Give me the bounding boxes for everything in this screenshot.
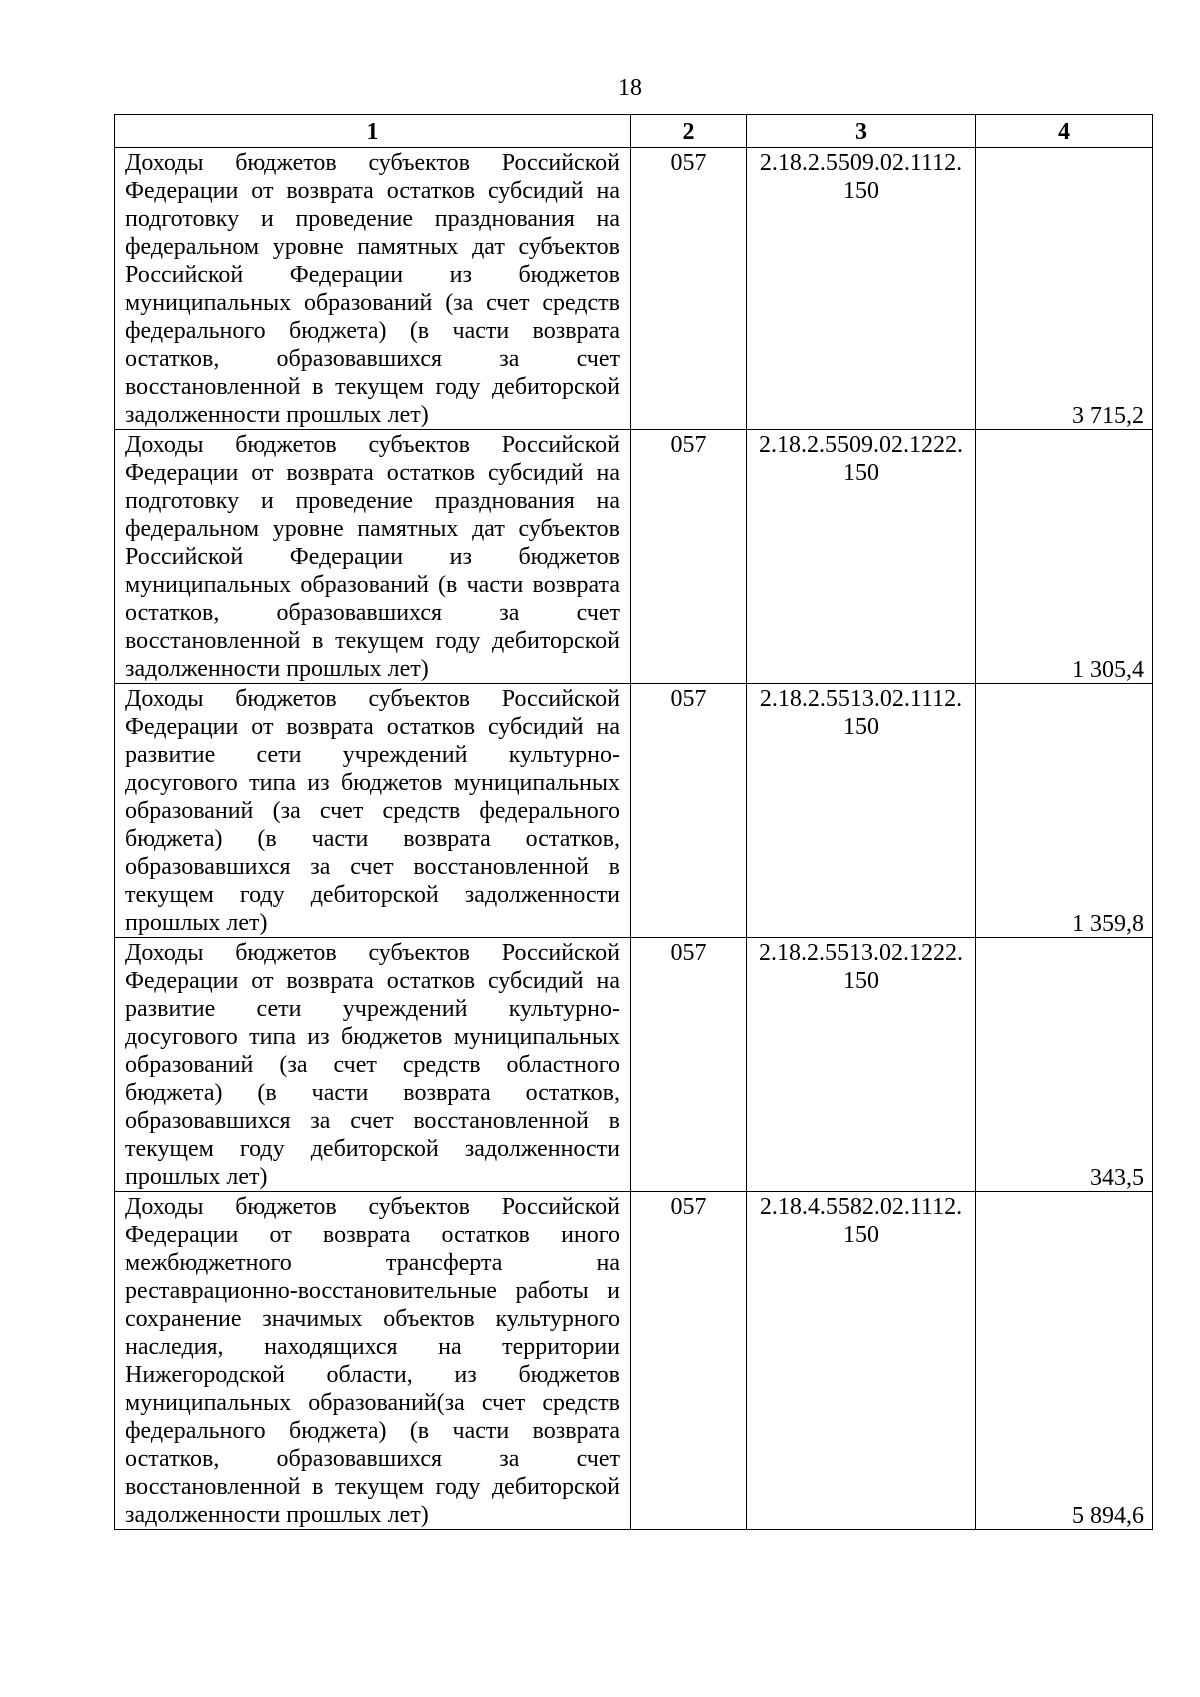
amount: 5 894,6 — [976, 1192, 1153, 1530]
table-row — [115, 148, 1153, 430]
table-header-row — [115, 115, 1153, 148]
table-row — [115, 938, 1153, 1192]
column-header-1: 1 — [115, 115, 631, 148]
column-header-2: 2 — [631, 115, 747, 148]
table-row — [115, 1192, 1153, 1530]
amount: 1 305,4 — [976, 430, 1153, 684]
amount: 3 715,2 — [976, 148, 1153, 430]
column-header-4: 4 — [976, 115, 1153, 148]
admin-code: 057 — [631, 148, 747, 430]
budget-classification-code: 2.18.2.5509.02.1112. 150 — [747, 148, 976, 430]
revenue-description: Доходы бюджетов субъектов Российской Федерации от возврата остатков субсидий на развитие сети учреждений культурно-досугового типа из бюджетов муниципальных образований (за счет средств федерального бюджета) (в части возврата остатков, образовавшихся за счет восстановленной в текущем году дебиторской задолженности прошлых лет) — [115, 684, 631, 938]
page-number: 18 — [618, 75, 642, 101]
budget-classification-code: 2.18.2.5513.02.1112. 150 — [747, 684, 976, 938]
admin-code: 057 — [631, 430, 747, 684]
admin-code: 057 — [631, 938, 747, 1192]
budget-classification-code: 2.18.4.5582.02.1112. 150 — [747, 1192, 976, 1530]
amount: 343,5 — [976, 938, 1153, 1192]
revenue-description: Доходы бюджетов субъектов Российской Федерации от возврата остатков субсидий на подготовку и проведение празднования на федеральном уровне памятных дат субъектов Российской Федерации из бюджетов муниципальных образований (за счет средств федерального бюджета) (в части возврата остатков, образовавшихся за счет восстановленной в текущем году дебиторской задолженности прошлых лет) — [115, 148, 631, 430]
admin-code: 057 — [631, 684, 747, 938]
revenue-description: Доходы бюджетов субъектов Российской Федерации от возврата остатков иного межбюджетного трансферта на реставрационно-восстановительные работы и сохранение значимых объектов культурного наследия, находящихся на территории Нижегородской области, из бюджетов муниципальных образований(за счет средств федерального бюджета) (в части возврата остатков, образовавшихся за счет восстановленной в текущем году дебиторской задолженности прошлых лет) — [115, 1192, 631, 1530]
table-row — [115, 684, 1153, 938]
revenue-description: Доходы бюджетов субъектов Российской Федерации от возврата остатков субсидий на развитие сети учреждений культурно-досугового типа из бюджетов муниципальных образований (за счет средств областного бюджета) (в части возврата остатков, образовавшихся за счет восстановленной в текущем году дебиторской задолженности прошлых лет) — [115, 938, 631, 1192]
table-row — [115, 430, 1153, 684]
revenue-description: Доходы бюджетов субъектов Российской Федерации от возврата остатков субсидий на подготовку и проведение празднования на федеральном уровне памятных дат субъектов Российской Федерации из бюджетов муниципальных образований (в части возврата остатков, образовавшихся за счет восстановленной в текущем году дебиторской задолженности прошлых лет) — [115, 430, 631, 684]
revenue-table — [114, 114, 1153, 1530]
budget-classification-code: 2.18.2.5513.02.1222. 150 — [747, 938, 976, 1192]
column-header-3: 3 — [747, 115, 976, 148]
budget-classification-code: 2.18.2.5509.02.1222. 150 — [747, 430, 976, 684]
admin-code: 057 — [631, 1192, 747, 1530]
amount: 1 359,8 — [976, 684, 1153, 938]
